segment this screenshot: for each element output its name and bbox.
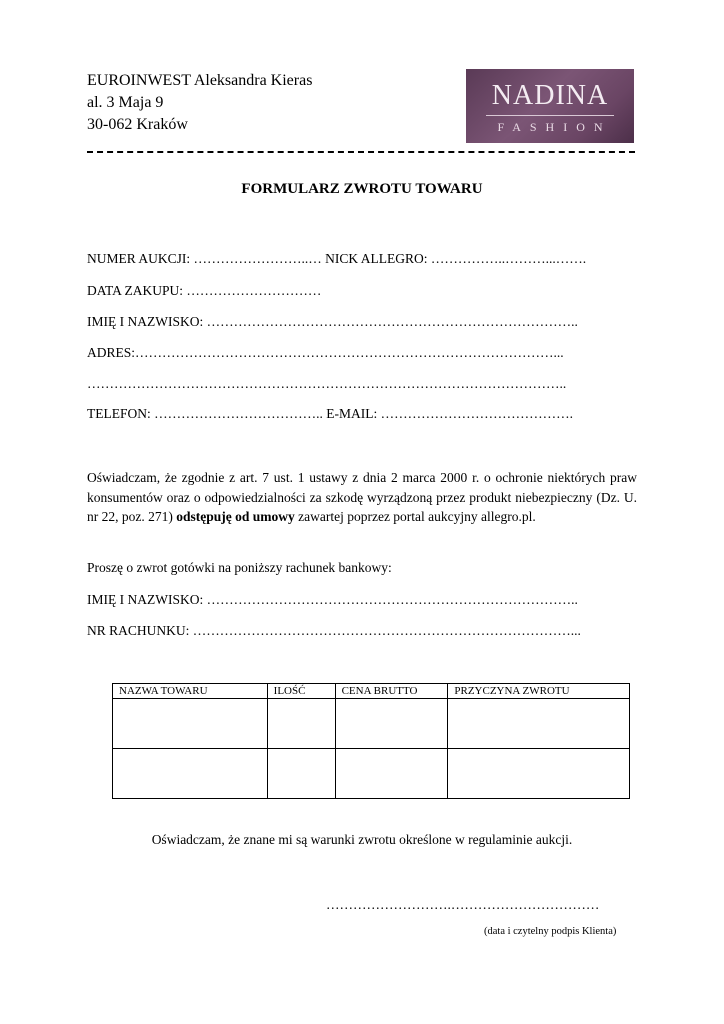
cell-product-name[interactable] bbox=[113, 749, 268, 799]
signature-caption: (data i czytelny podpis Klienta) bbox=[484, 926, 617, 937]
refund-name-field[interactable]: IMIĘ I NAZWISKO: ……………………………………………………………………….. bbox=[87, 592, 578, 607]
address-field[interactable]: ADRES:…………………………………………………………………………………... bbox=[87, 345, 564, 360]
refund-intro: Proszę o zwrot gotówki na poniższy rachunek bankowy: bbox=[87, 560, 392, 575]
address-continuation-field[interactable]: …………………………………………………………………………………………….. bbox=[87, 376, 567, 391]
logo-rule bbox=[486, 115, 614, 116]
header-gross-price: CENA BRUTTO bbox=[335, 684, 448, 699]
phone-email-field[interactable]: TELEFON: ……………………………….. E-MAIL: ……………………………………. bbox=[87, 406, 573, 421]
logo-subtitle: FASHION bbox=[497, 120, 612, 134]
terms-acknowledgement: Oświadczam, że znane mi są warunki zwrotu określone w regulaminie aukcji. bbox=[151, 832, 573, 847]
table-header-row bbox=[113, 684, 630, 699]
company-street: al. 3 Maja 9 bbox=[87, 94, 164, 111]
cell-gross-price[interactable] bbox=[335, 699, 448, 749]
table-row bbox=[113, 699, 630, 749]
dashed-separator bbox=[87, 151, 635, 153]
returned-items-table bbox=[112, 683, 630, 799]
nadina-fashion-logo bbox=[466, 69, 634, 143]
full-name-field[interactable]: IMIĘ I NAZWISKO: ……………………………………………………………………….. bbox=[87, 314, 578, 329]
declaration-text-before: Oświadczam, że zgodnie z art. 7 ust. 1 ustawy z dnia 2 marca 2000 r. o ochronie niektórych praw konsumentów oraz o odpowiedzialności za szkodę wyrządzoną przez produkt niebezpieczny (Dz. U. nr 22, poz. 271) bbox=[87, 470, 637, 524]
company-name: EUROINWEST Aleksandra Kieras bbox=[87, 72, 313, 89]
purchase-date-field[interactable]: DATA ZAKUPU: ………………………… bbox=[87, 283, 322, 298]
header-quantity: ILOŚĆ bbox=[267, 684, 335, 699]
declaration-text-after: zawartej poprzez portal aukcyjny allegro.pl. bbox=[294, 509, 536, 524]
header-return-reason: PRZYCZYNA ZWROTU bbox=[448, 684, 630, 699]
cell-gross-price[interactable] bbox=[335, 749, 448, 799]
auction-nick-field[interactable]: NUMER AUKCJI: ……………………..… NICK ALLEGRO: ……………..………...……. bbox=[87, 251, 587, 266]
declaration-bold-text: odstępuję od umowy bbox=[176, 509, 295, 524]
logo-brand: NADINA bbox=[491, 80, 609, 111]
cell-product-name[interactable] bbox=[113, 699, 268, 749]
cell-return-reason[interactable] bbox=[448, 749, 630, 799]
account-number-field[interactable]: NR RACHUNKU: …………………………………………………………………………... bbox=[87, 623, 581, 638]
company-city: 30-062 Kraków bbox=[87, 116, 188, 133]
form-title: FORMULARZ ZWROTU TOWARU bbox=[241, 181, 483, 197]
cell-quantity[interactable] bbox=[267, 699, 335, 749]
signature-line[interactable]: ……………………….…………………………… bbox=[326, 897, 600, 912]
header-product-name: NAZWA TOWARU bbox=[113, 684, 268, 699]
declaration-paragraph bbox=[87, 468, 637, 527]
cell-quantity[interactable] bbox=[267, 749, 335, 799]
cell-return-reason[interactable] bbox=[448, 699, 630, 749]
table-row bbox=[113, 749, 630, 799]
